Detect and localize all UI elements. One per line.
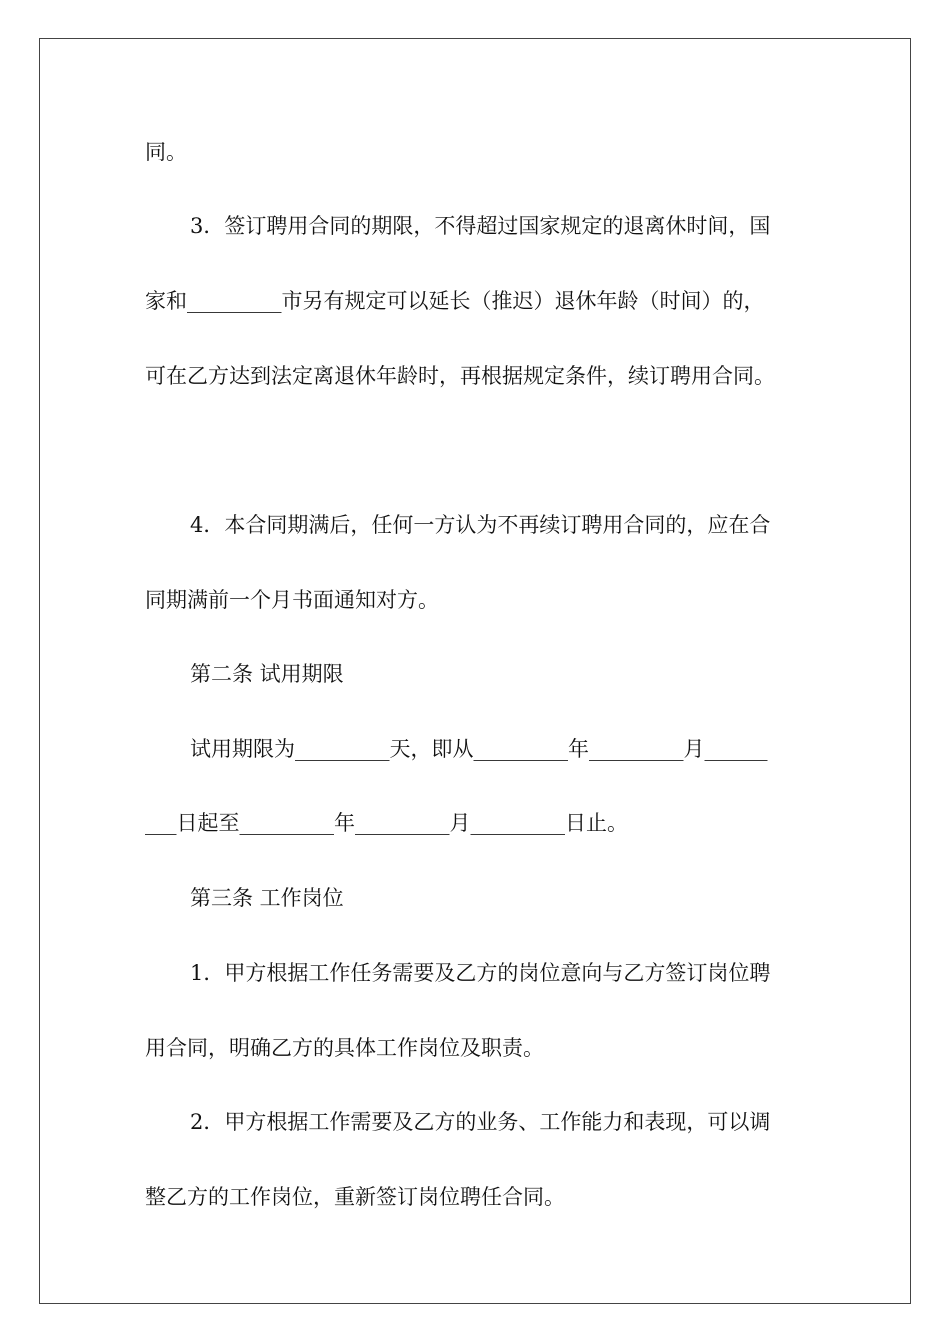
position-item-2-line-1: 2．甲方根据工作需要及乙方的业务、工作能力和表现，可以调 [190,1110,771,1134]
clause-item-3-line-2: 家和_________市另有规定可以延长（推迟）退休年龄（时间）的， [145,289,765,313]
text-line-continuation: 同。 [145,140,187,164]
position-item-1-line-2: 用合同，明确乙方的具体工作岗位及职责。 [145,1036,544,1060]
clause-item-4-line-2: 同期满前一个月书面通知对方。 [145,588,439,612]
clause-item-4-line-1: 4．本合同期满后，任何一方认为不再续订聘用合同的，应在合 [190,513,771,537]
position-item-1-line-1: 1．甲方根据工作任务需要及乙方的岗位意向与乙方签订岗位聘 [190,961,771,985]
clause-item-3-line-3: 可在乙方达到法定离退休年龄时，再根据规定条件，续订聘用合同。 [145,364,775,388]
probation-period-line-1: 试用期限为_________天，即从_________年_________月______ [190,737,768,761]
position-item-2-line-2: 整乙方的工作岗位，重新签订岗位聘任合同。 [145,1185,565,1209]
section-heading-probation: 第二条 试用期限 [190,662,344,686]
section-heading-job-position: 第三条 工作岗位 [190,886,344,910]
probation-period-line-2: ___日起至_________年_________月_________日止。 [145,811,628,835]
clause-item-3-line-1: 3．签订聘用合同的期限，不得超过国家规定的退离休时间，国 [190,214,771,238]
